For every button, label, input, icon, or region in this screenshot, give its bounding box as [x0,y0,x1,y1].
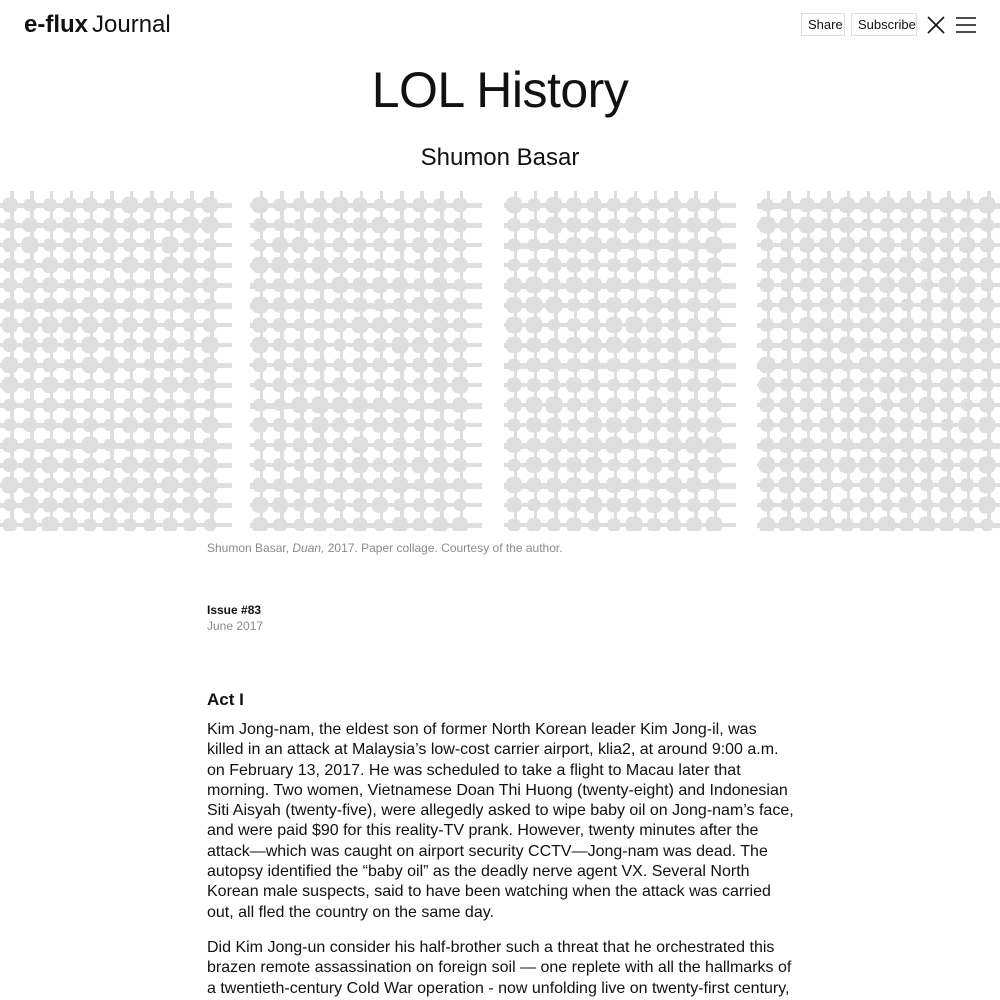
subscribe-button[interactable]: Subscribe [851,13,917,36]
close-icon[interactable] [925,14,947,36]
collage-panel [504,191,736,531]
section-heading: Act I [207,690,244,709]
collage-panel [250,191,482,531]
logo-brand: e-flux [24,11,89,38]
share-button[interactable]: Share [801,13,845,36]
article-title: LOL History [371,62,629,118]
body-paragraph: Kim Jong-nam, the eldest son of former North Korean leader Kim Jong-il, was killed in an attack at Malaysia’s low-cost carrier airport, klia2, at around 9:00 a.m. on February 13, 2017. He was scheduled to take a flight to Macau later that morning. Two women, Vietnamese Doan Thi Huong (twenty-eight) and Indonesian Siti Aisyah (twenty-five), were allegedly asked to wipe baby oil on Jong-nam’s face, and were paid $90 for this reality-TV prank. However, twenty minutes after the attack—which was caught on airport security CCTV—Jong-nam was dead. The autopsy identified the “baby oil” as the deadly nerve agent VX. Several North Korean male suspects, said to have been watching when the attack was carried out, all fled the country on the same day. [207,721,794,921]
article-body [207,720,797,1000]
site-header [0,0,1000,52]
article-author[interactable]: Shumon Basar [420,144,580,171]
logo-sub: Journal [92,11,171,38]
caption-prefix: Shumon Basar, [207,541,293,555]
image-caption [207,540,563,556]
collage-panel [757,191,1000,531]
body-paragraph: Did Kim Jong-un consider his half-brother such a threat that he orchestrated this brazen remote assassination on foreign soil — one replete with all the hallmarks of a twentieth-century Cold War operation - now unfolding live on twenty-first century, [207,938,792,997]
caption-work-title: Duan, [292,541,325,555]
hamburger-menu-icon[interactable] [955,15,977,35]
collage-panel [0,191,232,531]
issue-date: June 2017 [207,619,264,633]
hero-collage-image [0,191,1000,531]
caption-suffix: 2017. Paper collage. Courtesy of the author. [324,541,563,555]
collage-pattern [0,191,1000,531]
site-logo[interactable] [24,10,171,40]
issue-number[interactable]: Issue #83 [207,603,262,617]
